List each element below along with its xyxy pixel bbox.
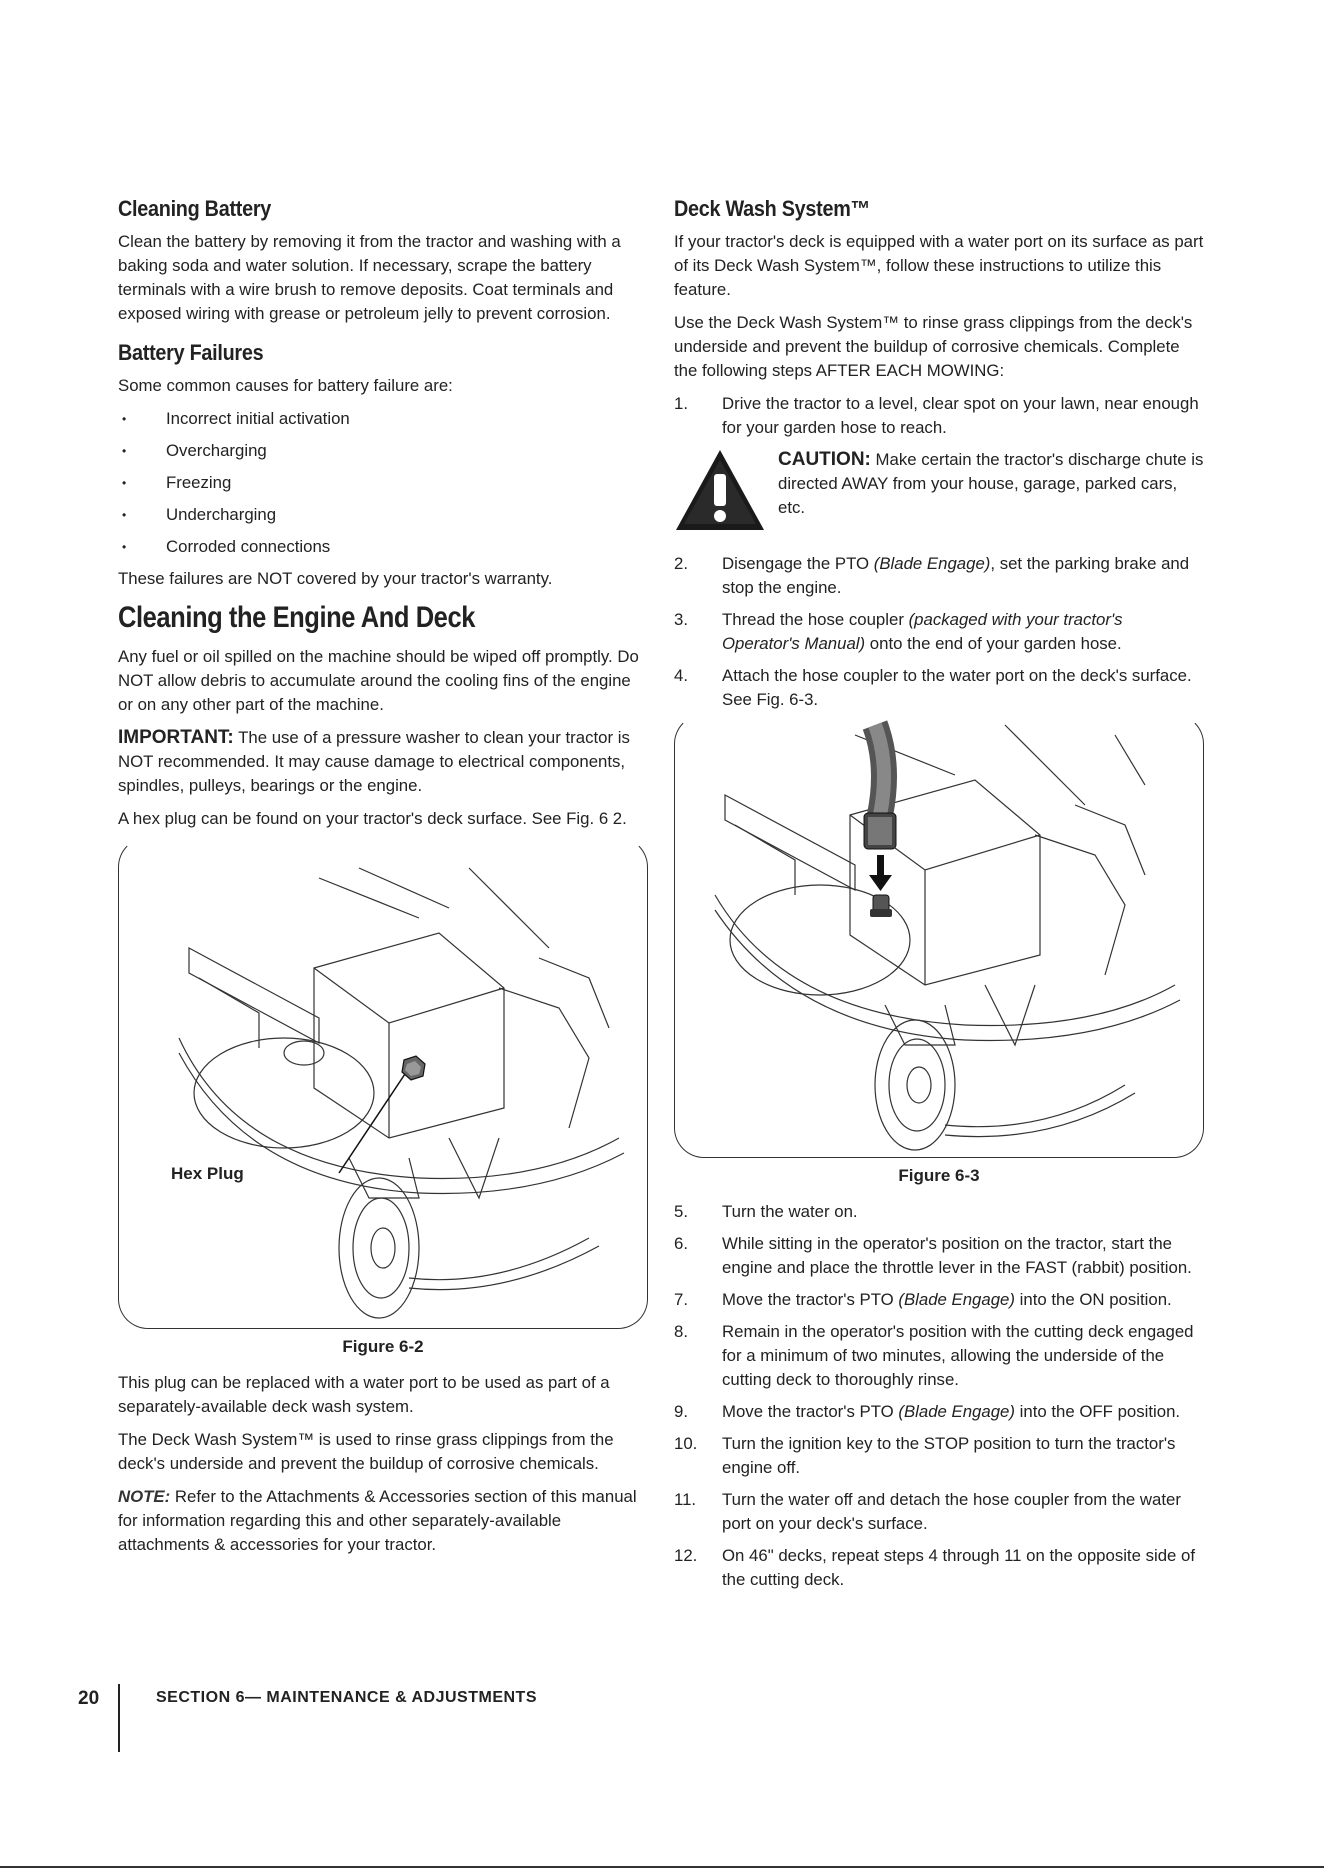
bottom-rule — [0, 1866, 1324, 1868]
step-number: 3. — [674, 610, 688, 629]
right-column — [674, 196, 1204, 1600]
step-text: Attach the hose coupler to the water port on the deck's surface. See Fig. 6-3. — [722, 666, 1192, 709]
step-number: 10. — [674, 1434, 698, 1453]
figure-6-2 — [118, 837, 648, 1329]
figure-6-3 — [674, 714, 1204, 1158]
step-text: into the OFF position. — [1014, 1402, 1181, 1421]
step-number: 8. — [674, 1322, 688, 1341]
step-number: 2. — [674, 554, 688, 573]
step-text-italic: (Blade Engage) — [873, 554, 991, 573]
deck-wash-steps-3 — [674, 1200, 1204, 1592]
section-title: SECTION 6— MAINTENANCE & ADJUSTMENTS — [156, 1689, 537, 1706]
step-text: While sitting in the operator's position on the tractor, start the engine and place the throttle lever in the FAST (rabbit) position. — [722, 1234, 1192, 1277]
warning-icon — [674, 448, 766, 532]
list-item — [674, 1288, 1204, 1312]
deck-hex-plug-illustration — [119, 838, 648, 1328]
list-item — [674, 1320, 1204, 1392]
deck-wash-steps — [674, 392, 1204, 440]
step-number: 4. — [674, 666, 688, 685]
caution-label: CAUTION: — [778, 449, 871, 470]
note — [118, 1485, 648, 1557]
step-number: 12. — [674, 1546, 698, 1565]
step-text: Disengage the PTO — [722, 554, 874, 573]
step-text-italic: (packaged with your tractor's Operator's Manual) — [722, 610, 1123, 653]
footer-divider — [118, 1684, 120, 1752]
caution-text-block — [778, 448, 1204, 520]
list-item: • Incorrect initial activation — [118, 407, 648, 431]
step-text: Remain in the operator's position with the cutting deck engaged for a minimum of two minutes, allowing the underside of the cutting deck to thoroughly rinse. — [722, 1322, 1194, 1389]
engine-deck-heading: Cleaning the Engine And Deck — [118, 601, 475, 634]
list-item — [674, 1400, 1204, 1424]
step-number: 11. — [674, 1490, 697, 1509]
step-text: into the ON position. — [1014, 1290, 1172, 1309]
caution-text: Make certain the tractor's discharge chute is directed AWAY from your house, garage, parked cars, etc. — [778, 450, 1204, 517]
after-p2: The Deck Wash System™ is used to rinse grass clippings from the deck's underside and prevent the buildup of corrosive chemicals. — [118, 1430, 614, 1473]
note-text: Refer to the Attachments & Accessories section of this manual for information regarding this and other separately-available attachments & accessories for your tractor. — [118, 1487, 637, 1554]
list-item: • Overcharging — [118, 439, 648, 463]
deck-wash-p1: If your tractor's deck is equipped with a water port on its surface as part of its Deck Wash System™, follow these instructions to utilize this feature. — [674, 232, 1204, 299]
figure-6-3-caption: Figure 6-3 — [898, 1166, 980, 1185]
list-item — [674, 664, 1204, 712]
deck-wash-heading: Deck Wash System™ — [674, 196, 871, 221]
battery-failures-heading: Battery Failures — [118, 340, 264, 365]
hex-plug-text: A hex plug can be found on your tractor's deck surface. See Fig. 6 2. — [118, 809, 627, 828]
list-item — [674, 1432, 1204, 1480]
step-text: Thread the hose coupler — [722, 610, 909, 629]
step-number: 6. — [674, 1234, 688, 1253]
list-item — [674, 1200, 1204, 1224]
after-p1: This plug can be replaced with a water port to be used as part of a separately-available deck wash system. — [118, 1373, 610, 1416]
step-number: 1. — [674, 394, 688, 413]
step-text: Turn the water off and detach the hose coupler from the water port on your deck's surface. — [722, 1490, 1181, 1533]
deck-wash-steps-2 — [674, 552, 1204, 712]
important-label: IMPORTANT: — [118, 727, 234, 748]
important-text: The use of a pressure washer to clean your tractor is NOT recommended. It may cause damage to electrical components, spindles, pulleys, bearings or the engine. — [118, 728, 630, 795]
step-text: Move the tractor's PTO — [722, 1290, 899, 1309]
step-text-italic: (Blade Engage) — [898, 1402, 1015, 1421]
list-item — [674, 1488, 1204, 1536]
deck-wash-p2: Use the Deck Wash System™ to rinse grass clippings from the deck's underside and prevent the buildup of corrosive chemicals. Complete the following steps AFTER EACH MOWING: — [674, 313, 1193, 380]
list-item — [674, 1232, 1204, 1280]
step-text: Turn the ignition key to the STOP position to turn the tractor's engine off. — [722, 1434, 1176, 1477]
step-text: Move the tractor's PTO — [722, 1402, 899, 1421]
step-text: Drive the tractor to a level, clear spot on your lawn, near enough for your garden hose to reach. — [722, 394, 1199, 437]
deck-hose-coupler-illustration — [675, 715, 1204, 1157]
note-label: NOTE: — [118, 1487, 171, 1506]
step-text: onto the end of your garden hose. — [865, 634, 1122, 653]
battery-failures-intro: Some common causes for battery failure are: — [118, 376, 453, 395]
step-number: 5. — [674, 1202, 688, 1221]
list-item: • Corroded connections — [118, 535, 648, 559]
step-text: , set the parking brake and stop the engine. — [722, 554, 1190, 597]
battery-failures-outro: These failures are NOT covered by your tractor's warranty. — [118, 569, 553, 588]
left-column — [118, 196, 648, 1566]
step-text: Turn the water on. — [722, 1202, 858, 1221]
step-text-italic: (Blade Engage) — [898, 1290, 1015, 1309]
step-number: 7. — [674, 1290, 688, 1309]
step-number: 9. — [674, 1402, 688, 1421]
page-number: 20 — [78, 1688, 100, 1709]
caution-block — [674, 448, 1204, 534]
engine-deck-body: Any fuel or oil spilled on the machine should be wiped off promptly. Do NOT allow debris to accumulate around the cooling fins of the engine or on any other part of the machine. — [118, 647, 639, 714]
list-item: • Freezing — [118, 471, 648, 495]
battery-failures-list — [118, 407, 648, 559]
important-note — [118, 726, 648, 798]
cleaning-battery-heading: Cleaning Battery — [118, 196, 272, 221]
list-item — [674, 1544, 1204, 1592]
list-item: • Undercharging — [118, 503, 648, 527]
hex-plug-label: Hex Plug — [171, 1164, 244, 1183]
list-item — [674, 392, 1204, 440]
list-item — [674, 608, 1204, 656]
list-item — [674, 552, 1204, 600]
figure-6-2-caption: Figure 6-2 — [342, 1337, 424, 1356]
cleaning-battery-body: Clean the battery by removing it from the tractor and washing with a baking soda and water solution. If necessary, scrape the battery terminals with a wire brush to remove deposits. Coat terminals and exposed wiring with grease or petroleum jelly to prevent corrosion. — [118, 232, 621, 323]
step-text: On 46" decks, repeat steps 4 through 11 on the opposite side of the cutting deck. — [722, 1546, 1196, 1589]
